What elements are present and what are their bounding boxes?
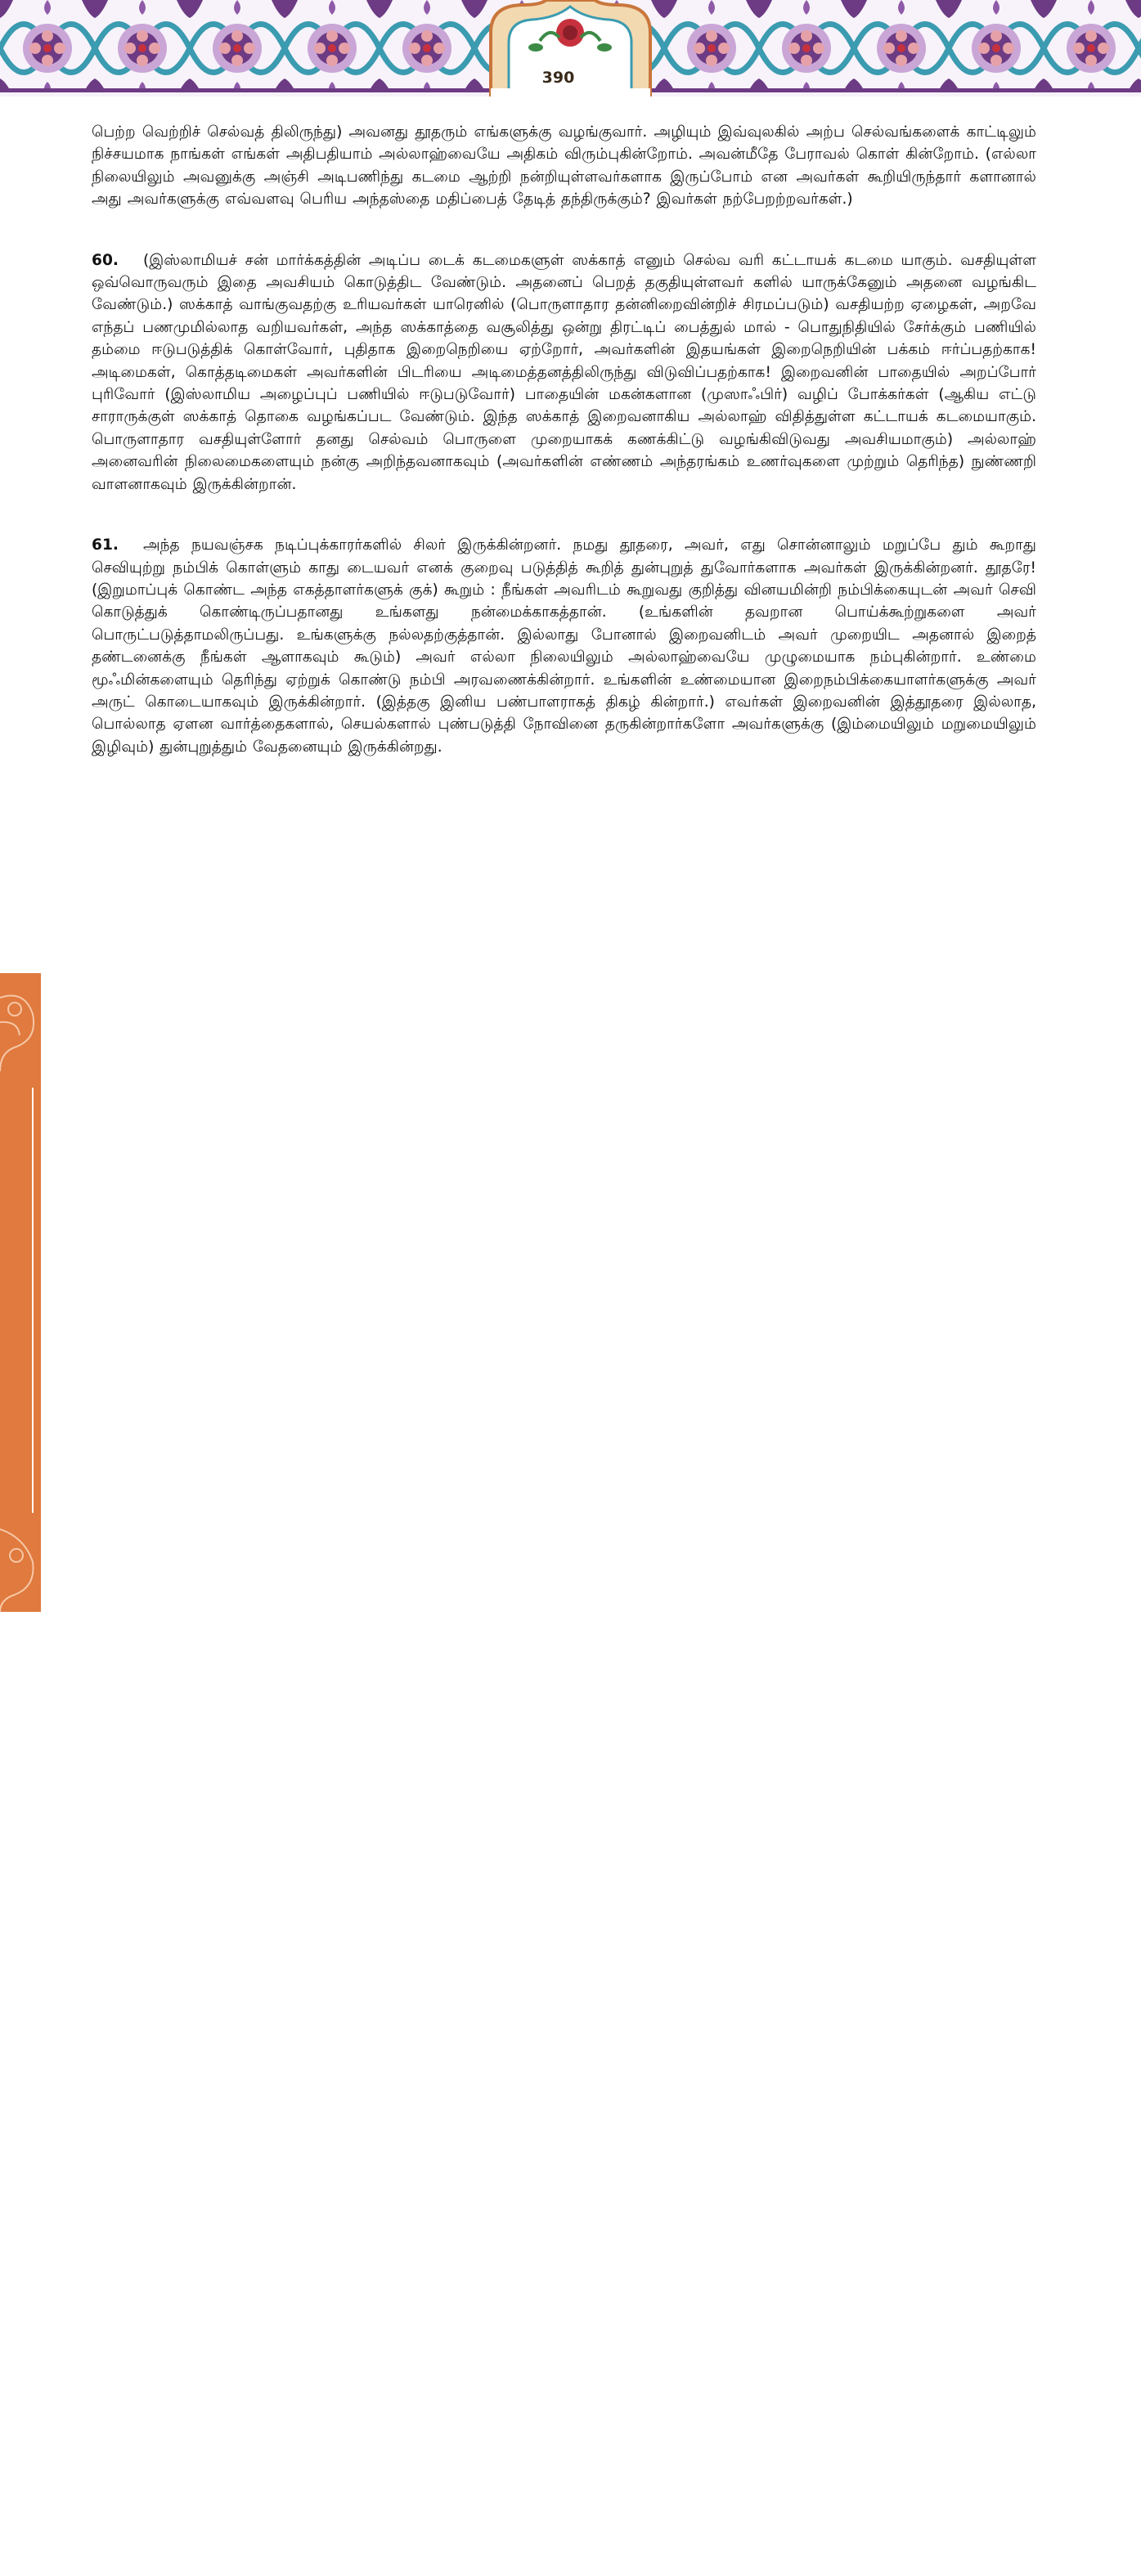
verse-number: 60. xyxy=(92,251,119,269)
paragraph-text: (இஸ்லாமியச் சன் மார்க்கத்தின் அடிப்ப டைக் கடமைகளுள் ஸக்காத் எனும் செல்வ வரி கட்டாயக் கடமை யாகும். வசதியுள்ள ஒவ்வொருவரும் இதை அவசியம் கொடுத்திட வேண்டும். அதனைப் பெறத் தகுதியுள்ளவர் களில் யாருக்கேனும் அதனை வழங்கிட வேண்டும்.) ஸக்காத் வாங்குவதற்கு உரியவர்கள் யாரெனில் (பொருளாதார தன்னிறைவின்றிச் சிரமப்படும்) வசதியற்ற ஏழைகள், அறவே எந்தப் பணமுமில்லாத வறியவர்கள், அந்த ஸக்காத்தை வசூலித்து ஒன்று திரட்டிப் பைத்துல் மால் - பொதுநிதியில் சேர்க்கும் பணியில் தம்மை ஈடுபடுத்திக் கொள்வோர், புதிதாக இறைநெறியை ஏற்றோர், அவர்களின் இதயங்கள் இறைநெறியின் பக்கம் ஈர்ப்பதற்காக! அடிமைகள், கொத்தடிமைகள் அவர்களின் பிடரியை அடிமைத்தனத்திலிருந்து விடுவிப்பதற்காக! இறைவனின் பாதையில் அறப்போர் புரிவோர் (இஸ்லாமிய அழைப்புப் பணியில் ஈடுபடுவோர்) பாதையின் மகன்களான (முஸாஃபிர்) வழிப் போக்கர்கள் (ஆகிய எட்டு சாராருக்குள் ஸக்காத் தொகை வழங்கப்பட வேண்டும். இந்த ஸக்காத் இறைவனாகிய அல்லாஹ் விதித்துள்ள கட்டாயக் கடமையாகும். பொருளாதார வசதியுள்ளோர் தனது செல்வம் பொருளை முறையாகக் கணக்கிட்டு வழங்கிவிடுவது அவசியமாகும்) அல்லாஹ் அனைவரின் நிலைமைகளையும் நன்கு அறிந்தவனாகவும் (அவர்களின் எண்ணம் அந்தரங்கம் உணர்வுகளை முற்றும் தெரிந்த) நுண்ணறி வாளனாகவும் இருக்கின்றான். xyxy=(92,251,1036,493)
side-ornament-icon xyxy=(0,973,41,1612)
paragraph-verse-61 xyxy=(92,534,1036,758)
paragraph-verse-60 xyxy=(92,249,1036,496)
paragraph-text: அந்த நயவஞ்சக நடிப்புக்காரர்களில் சிலர் இருக்கின்றனர். நமது தூதரை, அவர், எது சொன்னாலும் மறுப்பே தும் கூறாது செவியுற்று நம்பிக் கொள்ளும் காது டையவர் எனக் குறைவு படுத்தித் கூறித் துன்புறுத் துவோர்களாக அவர்கள் இருக்கின்றனர். தூதரே! (இறுமாப்புக் கொண்ட அந்த எகத்தாளர்களுக் குக்) கூறும் : நீங்கள் அவரிடம் கூறுவது குறித்து வினயமின்றி நம்பிக்கையுடன் அவர் செவி கொடுத்துக் கொண்டிருப்பதானது உங்களது நன்மைக்காகத்தான். (உங்களின் தவறான பொய்க்கூற்றுகளை அவர் பொருட்படுத்தாமலிருப்பது. உங்களுக்கு நல்லதற்குத்தான். இல்லாது போனால் இறைவனிடம் அவர் முறையிட அதனால் இறைத் தண்டனைக்கு நீங்கள் ஆளாகவும் கூடும்) அவர் எல்லா நிலையிலும் அல்லாஹ்வையே முழுமையாக நம்புகின்றார். உண்மை மூஃமின்களையும் தெரிந்து ஏற்றுக் கொண்டு நம்பி அரவணைக்கின்றார். உங்களின் உண்மையான இறைநம்பிக்கையாளர்களுக்கு அவர் அருட் கொடையாகவும் இருக்கின்றார். (இத்தகு இனிய பண்பாளராகத் திகழ் கின்றார்.) எவர்கள் இறைவனின் இத்தூதரை இல்லாத, பொல்லாத ஏளன வார்த்தைகளால், செயல்களால் புண்படுத்தி நோவினை தருகின்றார்களோ அவர்களுக்கு (இம்மையிலும் மறுமையிலும் இழிவும்) துன்புறுத்தும் வேதனையும் இருக்கின்றது. xyxy=(92,536,1036,756)
paragraph-continuation xyxy=(92,121,1036,211)
page-body xyxy=(92,121,1036,797)
paragraph-text: பெற்ற வெற்றிச் செல்வத் திலிருந்து) அவனது தூதரும் எங்களுக்கு வழங்குவார். அழியும் இவ்வுலகில் அற்ப செல்வங்களைக் காட்டிலும் நிச்சயமாக நாங்கள் எங்கள் அதிபதியாம் அல்லாஹ்வையே அதிகம் விரும்புகின்றோம். அவன்மீதே பேராவல் கொள் கின்றோம். (எல்லா நிலையிலும் அவனுக்கு அஞ்சி அடிபணிந்து கடமை ஆற்றி நன்றியுள்ளவர்களாக இருப்போம் என அவர்கள் கூறியிருந்தார் களானால் அது அவர்களுக்கு எவ்வளவு பெரிய அந்தஸ்தை மதிப்பைத் தேடித் தந்திருக்கும்? இவர்கள் நற்பேறற்றவர்கள்.) xyxy=(92,123,1036,209)
header-ornament-band xyxy=(0,0,1141,96)
page-number: 390 xyxy=(541,69,575,87)
verse-number: 61. xyxy=(92,536,119,554)
chapter-label: அதிகாரம் 10 | 9 • அத் தவ்பா xyxy=(5,2339,25,2576)
chapter-side-tab xyxy=(0,973,41,2576)
